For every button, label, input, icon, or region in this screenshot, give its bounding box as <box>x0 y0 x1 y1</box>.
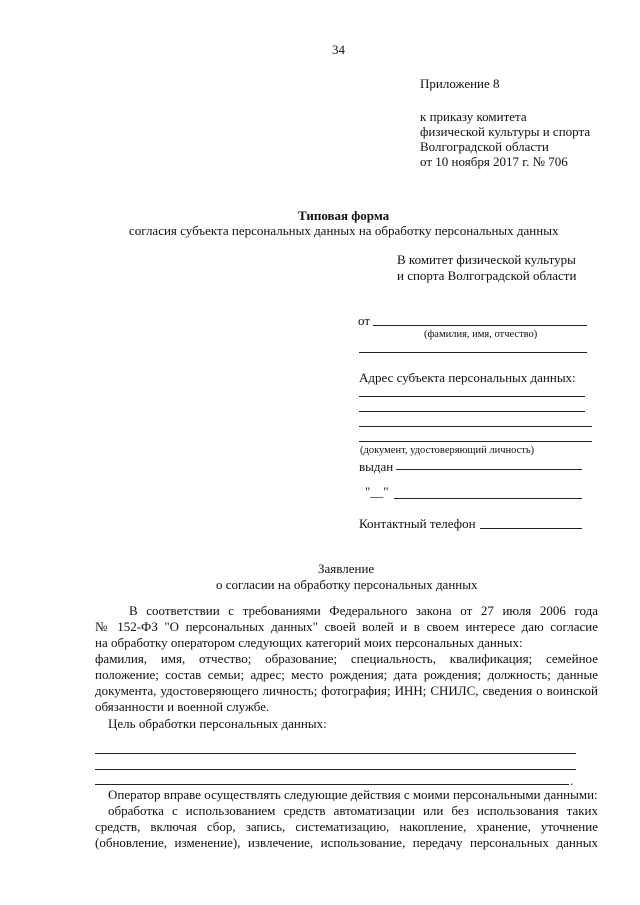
date-quotes: "__" <box>365 484 389 499</box>
purpose-field-line[interactable] <box>95 769 576 770</box>
appendix-ref-line: к приказу комитета <box>420 109 527 124</box>
addressee-line: В комитет физической культуры <box>397 252 576 267</box>
form-subtitle: согласия субъекта персональных данных на обработку персональных данных <box>129 223 559 238</box>
document-field[interactable] <box>359 441 592 442</box>
addressee-line: и спорта Волгоградской области <box>397 268 577 283</box>
appendix-title: Приложение 8 <box>420 76 500 91</box>
issued-field[interactable] <box>396 469 582 470</box>
purpose-field-line[interactable] <box>95 753 576 754</box>
paragraph-line: документа, удостоверяющего личность; фотография; ИНН; СНИЛС, сведения о воинской <box>95 683 598 698</box>
purpose-label: Цель обработки персональных данных: <box>108 716 327 731</box>
appendix-ref-line: от 10 ноября 2017 г. № 706 <box>420 154 568 169</box>
address-field-line[interactable] <box>359 426 592 427</box>
paragraph-line: фамилия, имя, отчество; образование; специальность, квалификация; семейное <box>95 651 598 666</box>
document-hint: (документ, удостоверяющий личность) <box>360 445 535 456</box>
address-field-line[interactable] <box>359 396 585 397</box>
address-label: Адрес субъекта персональных данных: <box>359 370 576 385</box>
paragraph-line: В соответствии с требованиями Федерального закона от 27 июля 2006 года <box>129 603 598 618</box>
appendix-ref-line: Волгоградской области <box>420 139 549 154</box>
paragraph-line: (обновление, изменение), извлечение, использование, передачу персональных данных <box>95 835 598 850</box>
paragraph-line: на обработку оператором следующих категорий моих персональных данных: <box>95 635 523 650</box>
phone-label: Контактный телефон <box>359 516 476 531</box>
appendix-ref-line: физической культуры и спорта <box>420 124 591 139</box>
statement-title: Заявление <box>318 561 375 576</box>
paragraph-line: обработка с использованием средств автоматизации или без использования таких <box>108 803 598 818</box>
page-number: 34 <box>332 42 345 57</box>
paragraph-line: средств, включая сбор, запись, систематизацию, накопление, хранение, уточнение <box>95 819 598 834</box>
fio-hint: (фамилия, имя, отчество) <box>424 329 538 340</box>
paragraph-line: № 152-ФЗ "О персональных данных" своей волей и в своем интересе даю согласие <box>95 619 598 634</box>
statement-subtitle: о согласии на обработку персональных данных <box>216 577 478 592</box>
address-field-line[interactable] <box>359 411 585 412</box>
operator-rights-text: Оператор вправе осуществлять следующие действия с моими персональными данными: <box>108 787 598 802</box>
issued-label: выдан <box>359 459 394 474</box>
purpose-field-line[interactable] <box>95 784 569 785</box>
fio-field[interactable] <box>373 325 587 326</box>
from-label: от <box>358 313 371 328</box>
paragraph-line: обязанности и военной службе. <box>95 699 270 714</box>
issue-date-field[interactable] <box>394 498 582 499</box>
paragraph-line: положение; состав семьи; адрес; место рождения; дата рождения; должность; данные <box>95 667 598 682</box>
purpose-end-dot: . <box>570 773 574 788</box>
form-title: Типовая форма <box>298 208 390 223</box>
fio-field-line2[interactable] <box>359 352 587 353</box>
phone-field[interactable] <box>480 528 582 529</box>
